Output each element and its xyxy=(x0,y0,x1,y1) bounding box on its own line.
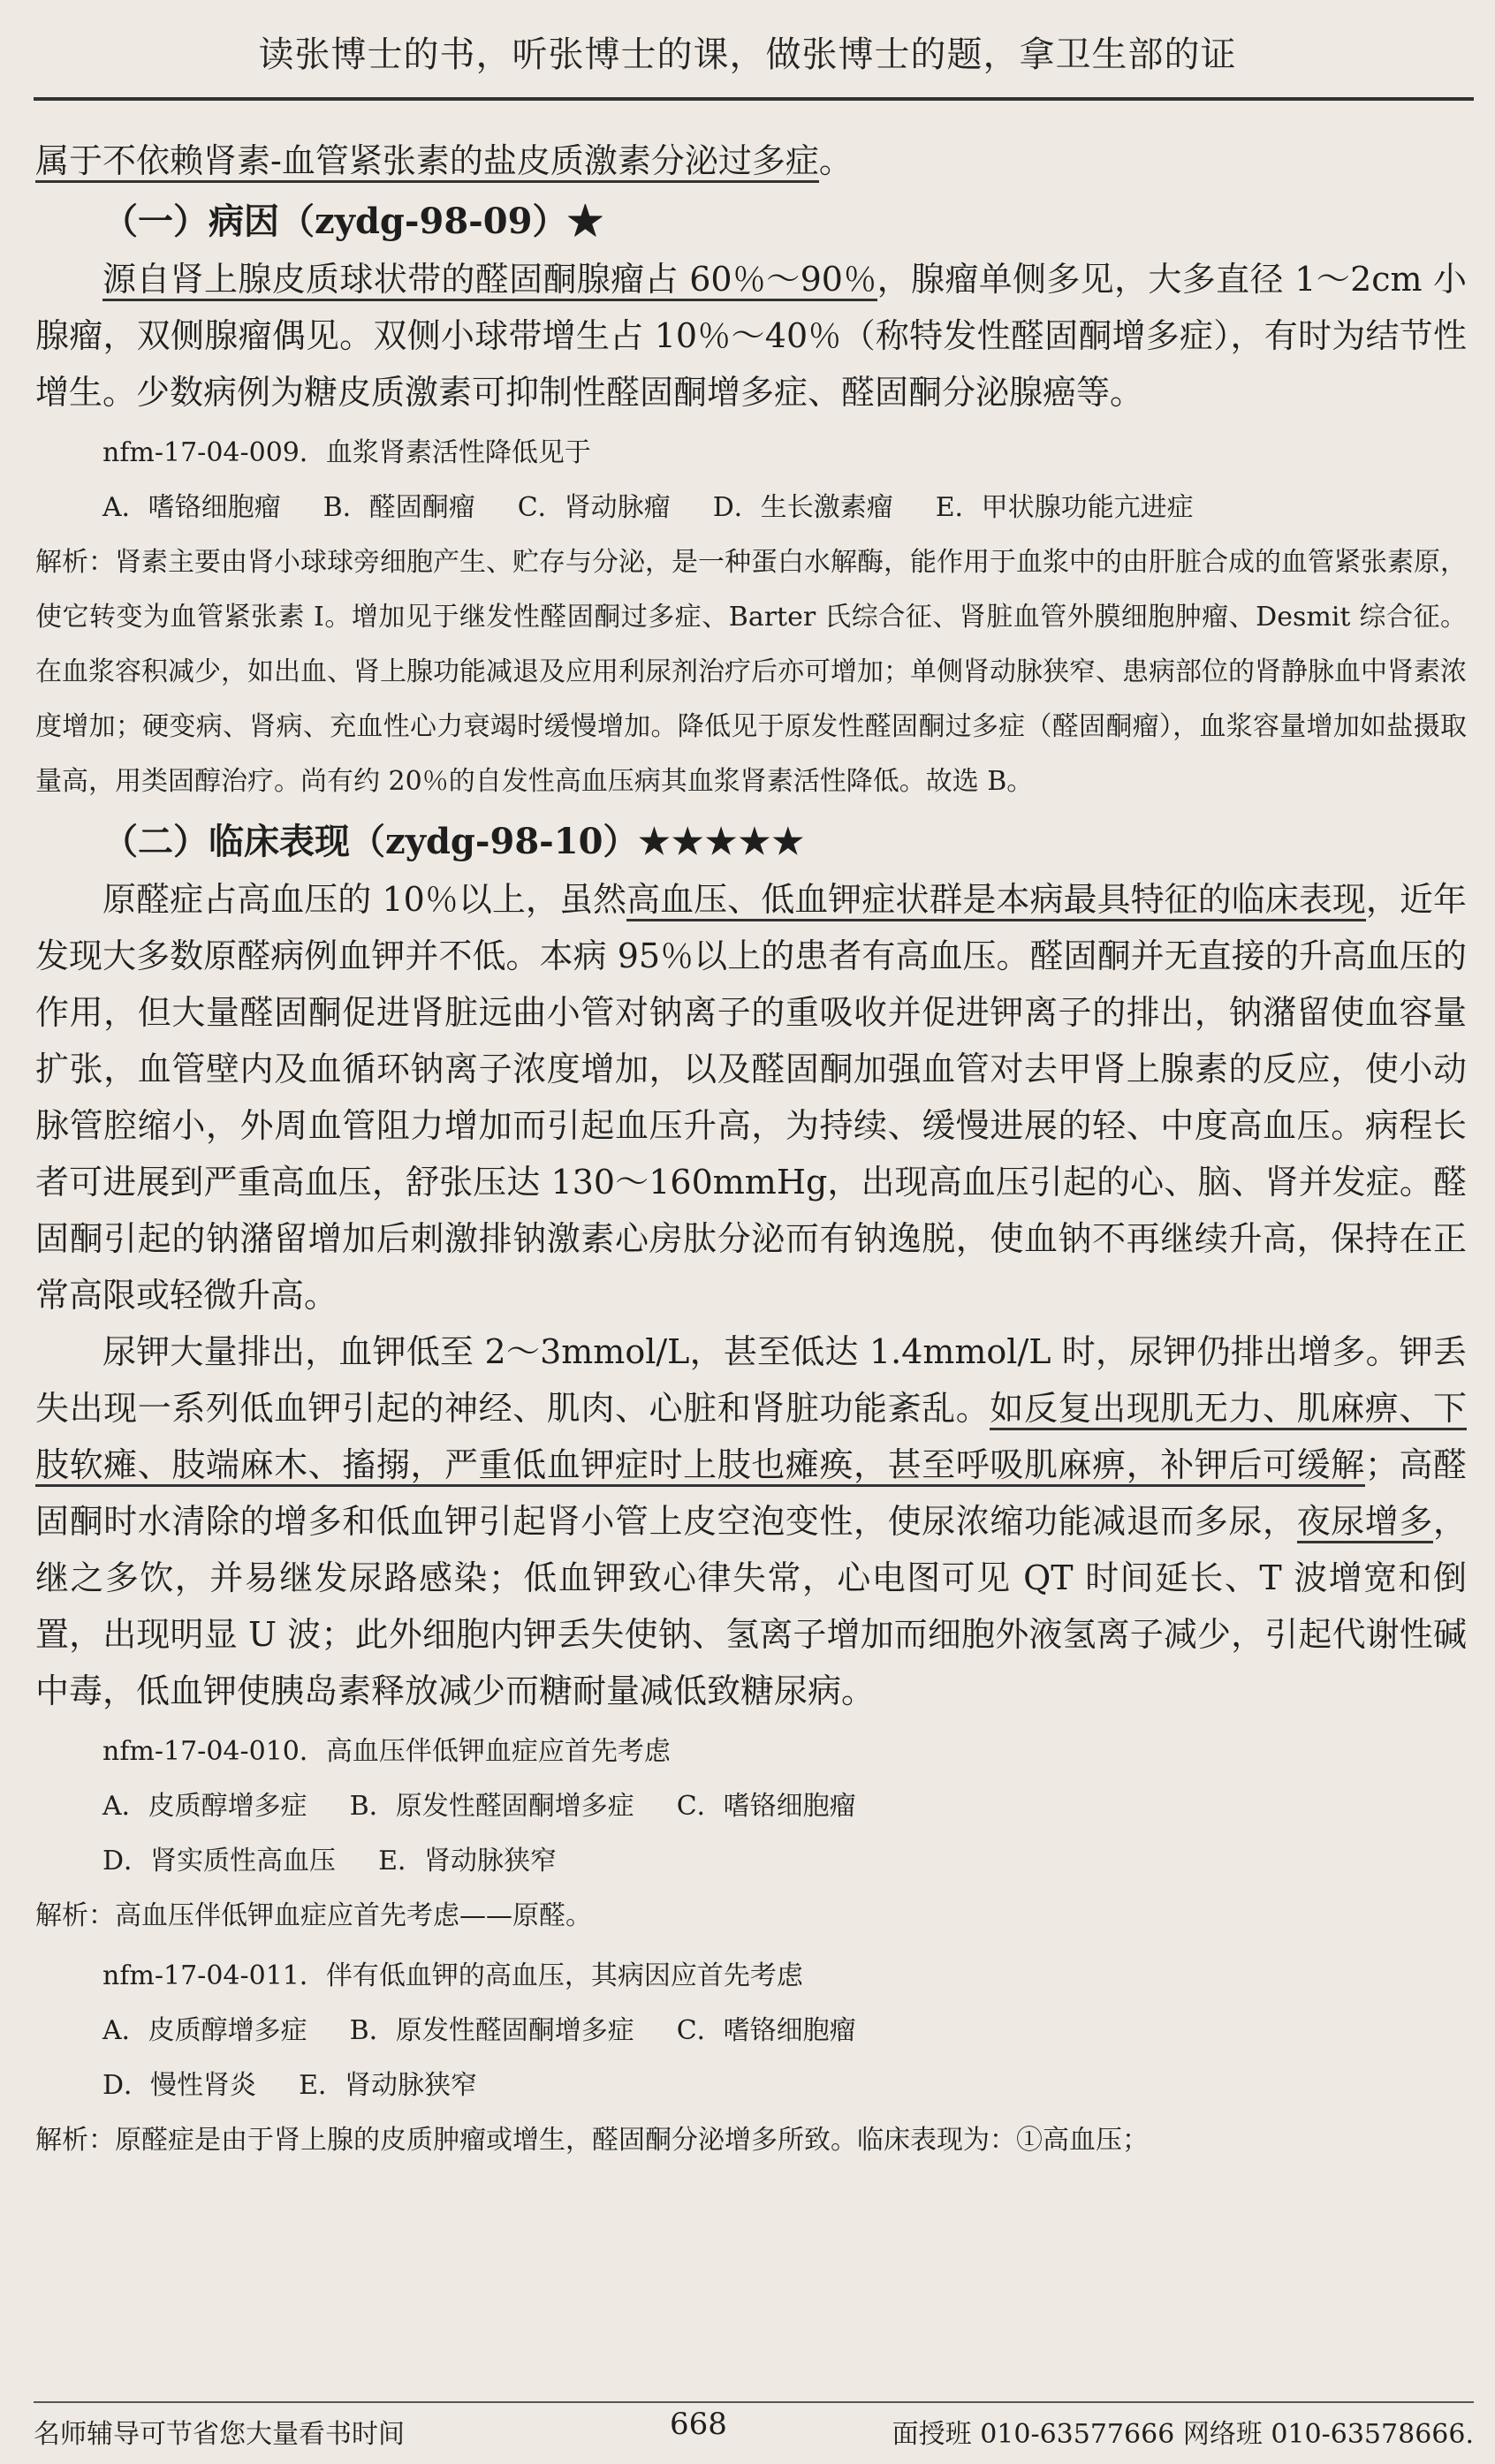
section-1-title: （一）病因（zydg-98-09）★ xyxy=(102,201,603,242)
q2-option-c: C．嗜铬细胞瘤 xyxy=(676,1791,856,1822)
header-rule xyxy=(34,97,1474,101)
section-2-title xyxy=(102,813,1467,871)
q3-option-b: B．原发性醛固酮增多症 xyxy=(349,2015,634,2046)
section-2-paragraph-1 xyxy=(35,871,1467,1323)
question-2-explanation: 解析：高血压伴低钾血症应首先考虑——原醛。 xyxy=(35,1900,592,1931)
running-header: 读张博士的书，听张博士的课，做张博士的题，拿卫生部的证 xyxy=(258,34,1237,75)
s1-highlight: 源自肾上腺皮质球状带的醛固酮腺瘤占 60％～90％ xyxy=(102,260,877,301)
question-1-stem: nfm-17-04-009．血浆肾素活性降低见于 xyxy=(102,437,591,468)
s2p2-a: 尿钾大量排出，血钾低至 2～3mmol/L，甚至低达 1.4mmol/L 时，尿钾仍排出增多。钾丢失出现一系列低血钾引起的神经、肌肉、心脏和肾脏功能紊乱。 xyxy=(35,1332,1467,1428)
intro-end: 。 xyxy=(818,141,853,180)
question-2-options-row-1 xyxy=(102,1779,1467,1834)
q3-option-c: C．嗜铬细胞瘤 xyxy=(676,2015,856,2046)
q2-option-e: E．肾动脉狭窄 xyxy=(378,1846,557,1876)
intro-paragraph xyxy=(35,133,1467,189)
footer-contact: 面授班 010-63577666 网络班 010-63578666. xyxy=(892,2419,1474,2450)
question-1-options xyxy=(102,481,1467,535)
q2-option-b: B．原发性醛固酮增多症 xyxy=(349,1791,634,1822)
page-number: 668 xyxy=(670,2407,727,2442)
question-3-stem: nfm-17-04-011．伴有低血钾的高血压，其病因应首先考虑 xyxy=(102,1960,803,1991)
s2p2-highlight-1: 如反复出现肌无力、肌麻痹、下肢软瘫、肢端麻木、搐搦，严重低血钾症时上肢也瘫痪，甚至呼吸肌麻痹，补钾后可缓解 xyxy=(35,1389,1467,1487)
q2-option-a: A．皮质醇增多症 xyxy=(102,1791,307,1822)
question-2-stem: nfm-17-04-010．高血压伴低钾血症应首先考虑 xyxy=(102,1736,671,1767)
q3-option-e: E．肾动脉狭窄 xyxy=(299,2070,477,2101)
footer-left-text: 名师辅导可节省您大量看书时间 xyxy=(34,2419,405,2450)
question-3-options-row-1 xyxy=(102,2004,1467,2058)
s2p1-highlight: 高血压、低血钾症状群是本病最具特征的临床表现 xyxy=(626,880,1366,921)
question-2-options-row-2 xyxy=(102,1834,1467,1889)
q3-option-a: A．皮质醇增多症 xyxy=(102,2015,307,2046)
q1-option-d: D．生长激素瘤 xyxy=(712,492,893,523)
question-1-explanation: 解析：肾素主要由肾小球球旁细胞产生、贮存与分泌，是一种蛋白水解酶，能作用于血浆中的由肝脏合成的血管紧张素原，使它转变为血管紧张素 I。增加见于继发性醛固酮过多症、Barter 氏综合征、肾脏血管外膜细胞肿瘤、Desmit 综合征。在血浆容积减少，如出血、肾上腺功能减退及应用利尿剂治疗后亦可增加；单侧肾动脉狭窄、患病部位的肾静脉血中肾素浓度增加；硬变病、肾病、充血性心力衰竭时缓慢增加。降低见于原发性醛固酮过多症（醛固酮瘤），血浆容量增加如盐摄取量高，用类固醇治疗。尚有约 20％的自发性高血压病其血浆肾素活性降低。故选 B。 xyxy=(35,547,1467,797)
q3-option-d: D．慢性肾炎 xyxy=(102,2070,257,2101)
page-content xyxy=(35,133,1467,2168)
s2p2-b: ；高醛固酮时水清除的增多和低血钾引起肾小管上皮空泡变性，使尿浓缩功能减退而多尿， xyxy=(35,1445,1467,1541)
star-rating: ★★★★★ xyxy=(638,821,806,862)
section-2-title-text: （二）临床表现（zydg-98-10） xyxy=(102,821,639,862)
s2p2-c: ，继之多饮，并易继发尿路感染；低血钾致心律失常，心电图可见 QT 时间延长、T 波增宽和倒置，出现明显 U 波；此外细胞内钾丢失使钠、氢离子增加而细胞外液氢离子减少，引起代谢性碱中毒，低血钾使胰岛素释放减少而糖耐量减低致糖尿病。 xyxy=(35,1502,1467,1710)
q2-option-d: D．肾实质性高血压 xyxy=(102,1846,337,1876)
s2p1-a: 原醛症占高血压的 10％以上，虽然 xyxy=(102,880,627,919)
s1-rest: ，腺瘤单侧多见，大多直径 1～2cm 小腺瘤，双侧腺瘤偶见。双侧小球带增生占 10％～40％（称特发性醛固酮增多症），有时为结节性增生。少数病例为糖皮质激素可抑制性醛固酮增多症、醛固酮分泌腺癌等。 xyxy=(35,260,1467,412)
q1-option-c: C．肾动脉瘤 xyxy=(517,492,671,523)
q1-option-b: B．醛固酮瘤 xyxy=(323,492,475,523)
section-1-paragraph xyxy=(35,251,1467,421)
q1-option-a: A．嗜铬细胞瘤 xyxy=(102,492,281,523)
s2p1-b: ，近年发现大多数原醛病例血钾并不低。本病 95％以上的患者有高血压。醛固酮并无直接的升高血压的作用，但大量醛固酮促进肾脏远曲小管对钠离子的重吸收并促进钾离子的排出，钠潴留使血容量扩张，血管壁内及血循环钠离子浓度增加，以及醛固酮加强血管对去甲肾上腺素的反应，使小动脉管腔缩小，外周血管阻力增加而引起血压升高，为持续、缓慢进展的轻、中度高血压。病程长者可进展到严重高血压，舒张压达 130～160mmHg，出现高血压引起的心、脑、肾并发症。醛固酮引起的钠潴留增加后刺激排钠激素心房肽分泌而有钠逸脱，使血钠不再继续升高，保持在正常高限或轻微升高。 xyxy=(35,880,1467,1315)
section-2-paragraph-2 xyxy=(35,1323,1467,1719)
question-3-options-row-2 xyxy=(102,2058,1467,2113)
page-footer xyxy=(34,2401,1474,2453)
question-3-explanation: 解析：原醛症是由于肾上腺的皮质肿瘤或增生，醛固酮分泌增多所致。临床表现为：①高血压； xyxy=(35,2125,1149,2156)
q1-option-e: E．甲状腺功能亢进症 xyxy=(935,492,1194,523)
intro-highlight: 属于不依赖肾素-血管紧张素的盐皮质激素分泌过多症 xyxy=(35,141,819,183)
s2p2-highlight-2: 夜尿增多 xyxy=(1297,1502,1433,1543)
